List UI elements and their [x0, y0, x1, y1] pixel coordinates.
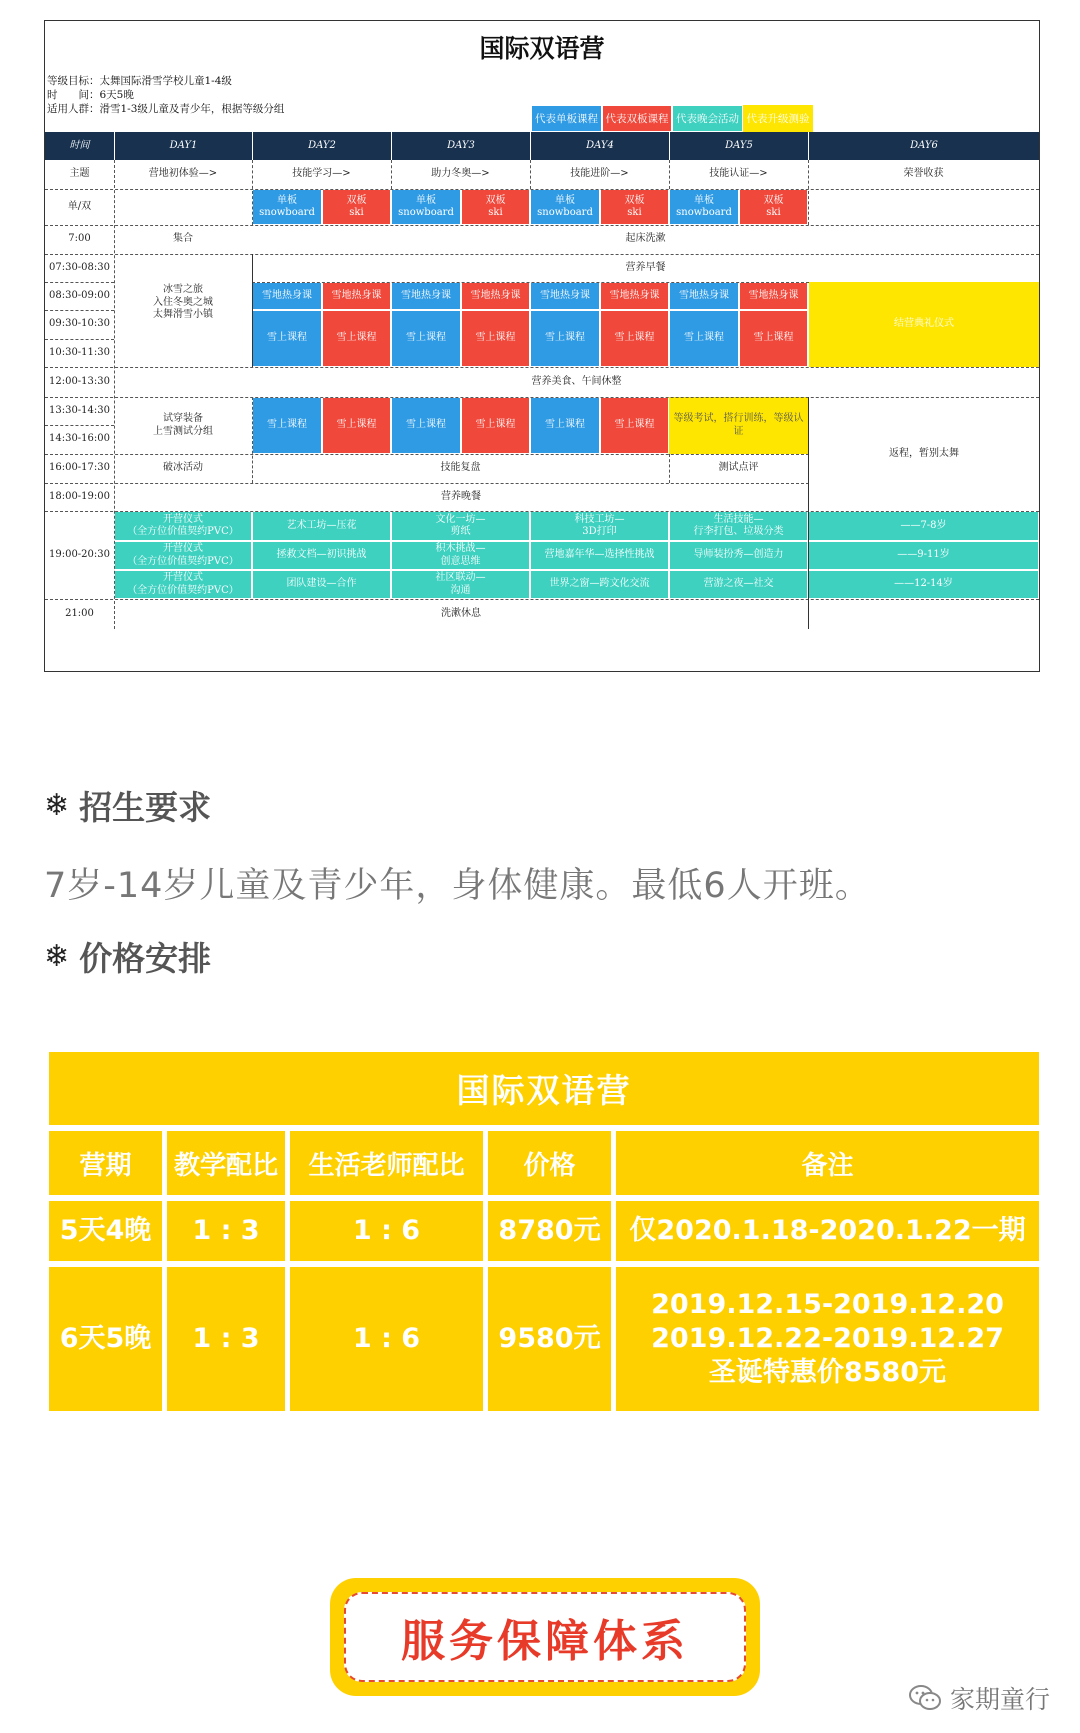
theme-day2: 技能学习—> [292, 168, 351, 180]
snow-course-cell: 雪上课程 [600, 397, 669, 454]
price-table-title: 国际双语营 [49, 1052, 1039, 1125]
theme-day5: 技能认证—> [709, 168, 768, 180]
grid-line [45, 425, 114, 426]
grid-line [45, 483, 809, 484]
price-header-teach: 教学配比 [167, 1131, 285, 1195]
service-button-label: 服务保障体系 [401, 1616, 689, 1667]
dinner-cell: 营养晚餐 [441, 490, 481, 502]
time-label: 13:30-14:30 [48, 404, 110, 416]
grid-line [45, 282, 114, 283]
price-row-price: 9580元 [488, 1267, 611, 1411]
warmup-cell: 雪地热身课 [669, 282, 739, 310]
price-row-price: 8780元 [488, 1201, 611, 1261]
grid-line [45, 454, 809, 455]
wechat-icon [908, 1684, 942, 1712]
warmup-cell: 雪地热身课 [252, 282, 322, 310]
theme-day3: 助力冬奥—> [431, 168, 490, 180]
evening-cell: 科技工坊— 3D打印 [530, 511, 669, 541]
header-day4: DAY4 [530, 132, 669, 160]
day1-afternoon-cell: 试穿装备 上雪测试分组 [153, 413, 213, 437]
grid-line [45, 254, 1039, 255]
grid-line [45, 599, 1039, 600]
enroll-heading [44, 782, 211, 829]
schedule-title: 国际双语营 [479, 34, 605, 63]
icebreak-cell: 破冰活动 [163, 462, 203, 474]
breakfast-cell: 营养早餐 [625, 261, 666, 273]
snow-course-cell: 雪上课程 [600, 310, 669, 367]
day1-morning-cell: 冰雪之旅 入住冬奥之城 太舞滑雪小镇 [153, 284, 213, 320]
grid-line [669, 160, 670, 189]
theme-label: 主题 [69, 168, 90, 180]
grid-line [45, 397, 1039, 398]
time-label: 07:30-08:30 [48, 261, 110, 273]
warmup-cell: 雪地热身课 [530, 282, 600, 310]
grid-line [45, 189, 1039, 190]
legend-single: 代表单板课程 [531, 105, 602, 132]
enroll-text: 7岁-14岁儿童及青少年，身体健康。最低6人开班。 [44, 866, 871, 906]
evening-cell: 营地嘉年华—选择性挑战 [530, 541, 669, 570]
time-label: 10:30-11:30 [48, 346, 110, 358]
evening-age-cell: ——7-8岁 [808, 511, 1039, 541]
time-label: 21:00 [65, 607, 94, 619]
wakeup-cell: 起床洗漱 [625, 233, 666, 245]
price-row-life: 1 : 6 [290, 1267, 483, 1411]
snow-course-cell: 雪上课程 [391, 310, 461, 367]
grid-line [45, 225, 1039, 226]
snow-course-cell: 雪上课程 [322, 397, 391, 454]
board-single-day2: 单板 snowboard [252, 189, 322, 225]
snowflake-icon: ❄ [44, 939, 70, 974]
time-label: 19:00-20:30 [48, 548, 110, 560]
meta-audience: 适用人群：滑雪1-3级儿童及青少年，根据等级分组 [47, 103, 285, 115]
snow-course-cell: 雪上课程 [669, 310, 739, 367]
snow-course-cell: 雪上课程 [739, 310, 808, 367]
header-day2: DAY2 [252, 132, 391, 160]
snow-course-cell: 雪上课程 [461, 310, 530, 367]
price-row-teach: 1 : 3 [167, 1267, 285, 1411]
grid-line [530, 160, 531, 189]
grid-line [391, 160, 392, 189]
grid-line [114, 160, 115, 629]
theme-day4: 技能进阶—> [570, 168, 629, 180]
enroll-heading-text: 招生要求 [79, 788, 212, 827]
header-day3: DAY3 [391, 132, 530, 160]
warmup-cell: 雪地热身课 [600, 282, 669, 310]
grid-line [252, 397, 253, 483]
price-heading-text: 价格安排 [79, 939, 212, 978]
snow-course-cell: 雪上课程 [322, 310, 391, 367]
time-label: 7:00 [68, 233, 91, 245]
evening-cell: 导师装扮秀—创造力 [669, 541, 808, 570]
watermark-text: 家期童行 [949, 1685, 1050, 1714]
rest-cell: 洗漱休息 [441, 607, 481, 619]
board-label: 单/双 [67, 200, 92, 212]
lunch-cell: 营养美食、午间休整 [531, 375, 622, 387]
service-button-inner [344, 1592, 746, 1682]
watermark [908, 1680, 1050, 1716]
board-double-day3: 双板 ski [461, 189, 530, 225]
time-label: 12:00-13:30 [48, 375, 110, 387]
theme-day1: 营地初体验—> [148, 168, 218, 180]
evening-cell: 开营仪式 （全方位价值契约PVC） [114, 511, 252, 541]
grid-line [45, 310, 114, 311]
warmup-cell: 雪地热身课 [322, 282, 391, 310]
evening-age-cell: ——12-14岁 [808, 570, 1039, 599]
price-row-note: 仅2020.1.18-2020.1.22一期 [616, 1201, 1039, 1261]
time-label: 18:00-19:00 [48, 490, 110, 502]
ceremony-cell: 结营典礼仪式 [809, 282, 1039, 367]
evening-cell: 世界之窗—跨文化交流 [530, 570, 669, 599]
grid-line [808, 160, 809, 225]
price-row-note: 2019.12.15-2019.12.20 2019.12.22-2019.12.27 圣诞特惠价8580元 [616, 1267, 1039, 1411]
gather-cell: 集合 [173, 233, 193, 245]
review-cell: 技能复盘 [440, 462, 481, 474]
header-day6: DAY6 [808, 132, 1039, 160]
snow-course-cell: 雪上课程 [530, 310, 600, 367]
time-label: 14:30-16:00 [48, 433, 110, 445]
snow-course-cell: 雪上课程 [252, 397, 322, 454]
price-header-price: 价格 [488, 1131, 611, 1195]
evening-cell: 生活技能— 行李打包、垃圾分类 [669, 511, 808, 541]
price-header-period: 营期 [49, 1131, 162, 1195]
evening-cell: 开营仪式 （全方位价值契约PVC） [114, 541, 252, 570]
grid-line [252, 254, 253, 367]
board-double-day2: 双板 ski [322, 189, 391, 225]
board-single-day4: 单板 snowboard [530, 189, 600, 225]
legend-upgrade: 代表升级测验 [743, 105, 813, 132]
price-header-note: 备注 [616, 1131, 1039, 1195]
price-row-period: 5天4晚 [49, 1201, 162, 1261]
grid-line [669, 454, 670, 483]
board-single-day5: 单板 snowboard [669, 189, 739, 225]
grid-line [808, 397, 809, 629]
time-label: 08:30-09:00 [48, 289, 110, 301]
warmup-cell: 雪地热身课 [739, 282, 808, 310]
grid-line [45, 511, 1039, 512]
price-row-life: 1 : 6 [290, 1201, 483, 1261]
evening-cell: 团队建设—合作 [252, 570, 391, 599]
snow-course-cell: 雪上课程 [252, 310, 322, 367]
price-header-life: 生活老师配比 [290, 1131, 483, 1195]
theme-day6: 荣誉收获 [903, 168, 944, 180]
price-heading [44, 933, 211, 980]
evening-age-cell: ——9-11岁 [808, 541, 1039, 570]
time-label: 16:00-17:30 [48, 462, 110, 474]
time-label: 09:30-10:30 [48, 318, 110, 330]
grid-line [252, 160, 253, 225]
grid-line [252, 282, 809, 283]
snow-course-cell: 雪上课程 [530, 397, 600, 454]
evening-cell: 积木挑战— 创意思维 [391, 541, 530, 570]
evaluation-cell: 测试点评 [718, 462, 759, 474]
price-row-period: 6天5晚 [49, 1267, 162, 1411]
service-button[interactable] [330, 1578, 760, 1696]
evening-cell: 营游之夜—社交 [669, 570, 808, 599]
legend-evening: 代表晚会活动 [672, 105, 743, 132]
meta-time: 时 间：6天5晚 [47, 89, 134, 101]
evening-cell: 社区联动— 沟通 [391, 570, 530, 599]
day5-test-cell: 等级考试，搭行训练，等级认证 [669, 397, 808, 454]
grid-line [45, 339, 114, 340]
snowflake-icon: ❄ [44, 788, 70, 823]
evening-cell: 开营仪式 （全方位价值契约PVC） [114, 570, 252, 599]
evening-cell: 艺术工坊—压花 [252, 511, 391, 541]
evening-cell: 文化一坊— 剪纸 [391, 511, 530, 541]
checkout-cell: 返程，暂别太舞 [889, 447, 959, 459]
schedule-table [44, 20, 1040, 672]
header-time: 时间 [45, 132, 114, 160]
price-row-teach: 1 : 3 [167, 1201, 285, 1261]
evening-cell: 拯救文档—初识挑战 [252, 541, 391, 570]
header-day5: DAY5 [669, 132, 808, 160]
warmup-cell: 雪地热身课 [391, 282, 461, 310]
warmup-cell: 雪地热身课 [461, 282, 530, 310]
grid-line [45, 367, 1039, 368]
header-day1: DAY1 [114, 132, 252, 160]
snow-course-cell: 雪上课程 [461, 397, 530, 454]
board-double-day4: 双板 ski [600, 189, 669, 225]
board-single-day3: 单板 snowboard [391, 189, 461, 225]
legend-double: 代表双板课程 [602, 105, 672, 132]
board-double-day5: 双板 ski [739, 189, 808, 225]
meta-level: 等级目标：太舞国际滑雪学校儿童1-4级 [47, 75, 232, 87]
snow-course-cell: 雪上课程 [391, 397, 461, 454]
